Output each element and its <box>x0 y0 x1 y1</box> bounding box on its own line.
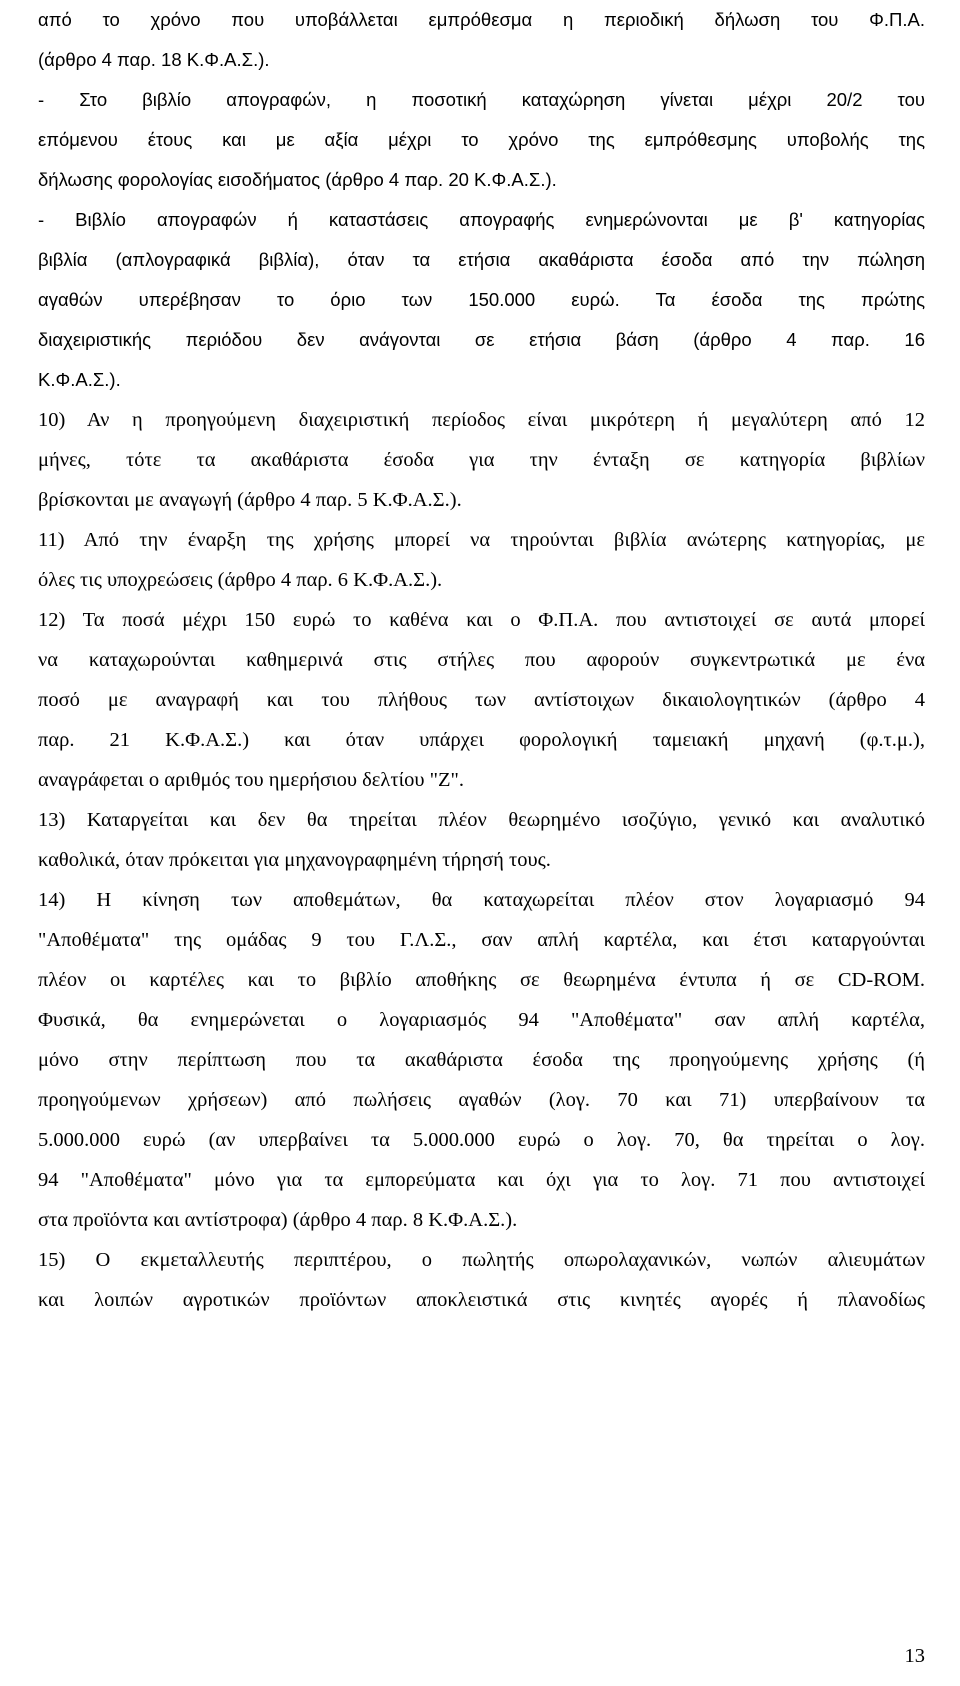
item-text: Αν η προηγούμενη διαχειριστική περίοδος είναι μικρότερη ή μεγαλύτερη από 12 <box>86 409 925 431</box>
bullet-paragraph-inventory-update <box>38 200 925 400</box>
numbered-item-11 <box>38 520 925 600</box>
numbered-item-13 <box>38 800 925 880</box>
item-number: 14) <box>38 889 66 911</box>
item-text: Τα ποσά μέχρι 150 ευρώ το καθένα και ο Φ.Π.Α. που αντιστοιχεί σε αυτά μπορεί <box>82 609 925 631</box>
text-line: παρ. 21 Κ.Φ.Α.Σ.) και όταν υπάρχει φορολογική ταμειακή μηχανή (φ.τ.μ.), <box>38 729 925 751</box>
item-number: 10) <box>38 409 66 431</box>
text-line: βιβλία (απλογραφικά βιβλία), όταν τα ετήσια ακαθάριστα έσοδα από την πώληση <box>38 249 925 270</box>
text-line: Κ.Φ.Α.Σ.). <box>38 369 121 390</box>
item-text: Ο εκμεταλλευτής περιπτέρου, ο πωλητής οπωρολαχανικών, νωπών αλιευμάτων <box>95 1249 925 1271</box>
numbered-item-10 <box>38 400 925 520</box>
text-line: 94 "Αποθέματα" μόνο για τα εμπορεύματα και όχι για το λογ. 71 που αντιστοιχεί <box>38 1169 925 1191</box>
text-line: αγαθών υπερέβησαν το όριο των 150.000 ευρώ. Τα έσοδα της πρώτης <box>38 289 925 310</box>
item-number: 13) <box>38 809 66 831</box>
item-number: 15) <box>38 1249 66 1271</box>
text-line: αναγράφεται ο αριθμός του ημερήσιου δελτίου "Ζ". <box>38 769 464 791</box>
page-number: 13 <box>904 1645 925 1667</box>
item-first-line <box>38 600 925 640</box>
text-line: δήλωσης φορολογίας εισοδήματος (άρθρο 4 παρ. 20 Κ.Φ.Α.Σ.). <box>38 169 557 190</box>
text-line: βρίσκονται με αναγωγή (άρθρο 4 παρ. 5 Κ.Φ.Α.Σ.). <box>38 489 462 511</box>
item-first-line <box>38 1240 925 1280</box>
text-line: ποσό με αναγραφή και του πλήθους των αντίστοιχων δικαιολογητικών (άρθρο 4 <box>38 689 925 711</box>
text-line: μήνες, τότε τα ακαθάριστα έσοδα για την ένταξη σε κατηγορία βιβλίων <box>38 449 925 471</box>
item-number: 11) <box>38 529 65 551</box>
text-line: και λοιπών αγροτικών προϊόντων αποκλειστικά στις κινητές αγορές ή πλανοδίως <box>38 1289 925 1311</box>
item-number: 12) <box>38 609 66 631</box>
item-text: Η κίνηση των αποθεμάτων, θα καταχωρείται πλέον στον λογαριασμό 94 <box>96 889 925 911</box>
text-line: "Αποθέματα" της ομάδας 9 του Γ.Λ.Σ., σαν απλή καρτέλα, και έτσι καταργούνται <box>38 929 925 951</box>
text-line: μόνο στην περίπτωση που τα ακαθάριστα έσοδα της προηγούμενης χρήσης (ή <box>38 1049 925 1071</box>
text-line: προηγούμενων χρήσεων) από πωλήσεις αγαθών (λογ. 70 και 71) υπερβαίνουν τα <box>38 1089 925 1111</box>
text-line: πλέον οι καρτέλες και το βιβλίο αποθήκης σε θεωρημένα έντυπα ή σε CD-ROM. <box>38 969 925 991</box>
item-first-line <box>38 880 925 920</box>
text-line: να καταχωρούνται καθημερινά στις στήλες που αφορούν συγκεντρωτικά με ένα <box>38 649 925 671</box>
numbered-item-14 <box>38 880 925 1240</box>
text-line: - Βιβλίο απογραφών ή καταστάσεις απογραφής ενημερώνονται με β' κατηγορίας <box>38 209 925 230</box>
text-line: από το χρόνο που υποβάλλεται εμπρόθεσμα η περιοδική δήλωση του Φ.Π.Α. <box>38 9 925 30</box>
text-line: (άρθρο 4 παρ. 18 Κ.Φ.Α.Σ.). <box>38 49 270 70</box>
text-line: Φυσικά, θα ενημερώνεται ο λογαριασμός 94 "Αποθέματα" σαν απλή καρτέλα, <box>38 1009 925 1031</box>
text-line: καθολικά, όταν πρόκειται για μηχανογραφημένη τήρησή τους. <box>38 849 551 871</box>
intro-paragraph <box>38 0 925 80</box>
text-line: - Στο βιβλίο απογραφών, η ποσοτική καταχώρηση γίνεται μέχρι 20/2 του <box>38 89 925 110</box>
item-first-line <box>38 800 925 840</box>
item-first-line <box>38 520 925 560</box>
bullet-paragraph-inventory-book <box>38 80 925 200</box>
item-text: Από την έναρξη της χρήσης μπορεί να τηρούνται βιβλία ανώτερης κατηγορίας, με <box>83 529 925 551</box>
numbered-item-12 <box>38 600 925 800</box>
text-line: στα προϊόντα και αντίστροφα) (άρθρο 4 παρ. 8 Κ.Φ.Α.Σ.). <box>38 1209 518 1231</box>
text-line: όλες τις υποχρεώσεις (άρθρο 4 παρ. 6 Κ.Φ.Α.Σ.). <box>38 569 443 591</box>
text-line: επόμενου έτους και με αξία μέχρι το χρόνο της εμπρόθεσμης υποβολής της <box>38 129 925 150</box>
item-text: Καταργείται και δεν θα τηρείται πλέον θεωρημένο ισοζύγιο, γενικό και αναλυτικό <box>86 809 925 831</box>
text-line: διαχειριστικής περιόδου δεν ανάγονται σε ετήσια βάση (άρθρο 4 παρ. 16 <box>38 329 925 350</box>
item-first-line <box>38 400 925 440</box>
numbered-item-15 <box>38 1240 925 1320</box>
text-line: 5.000.000 ευρώ (αν υπερβαίνει τα 5.000.000 ευρώ ο λογ. 70, θα τηρείται ο λογ. <box>38 1129 925 1151</box>
